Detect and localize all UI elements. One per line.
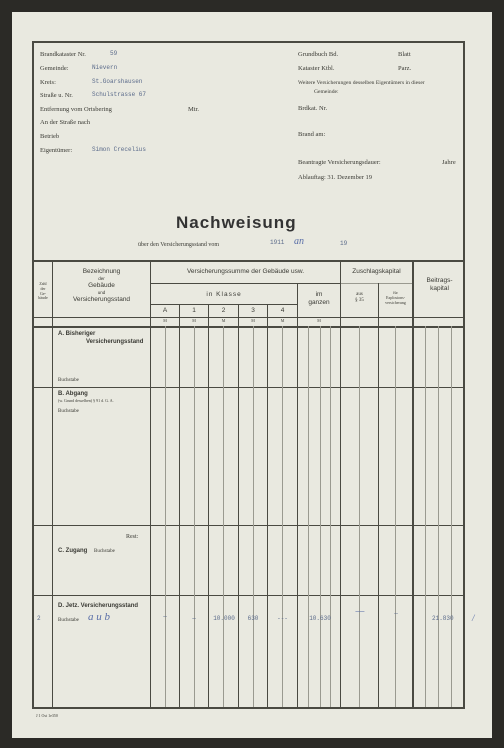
kreis-label: Kreis: <box>40 79 56 86</box>
eigentuemer-label: Eigentümer: <box>40 147 73 154</box>
col-zuschlag-sub2: für Explosions- versicherung <box>385 290 406 305</box>
col-beitrag-header: Beitrags- kapital <box>426 277 453 293</box>
grundbuch-label: Grundbuch Bd. <box>298 51 339 58</box>
ablauftag-label: Ablauftag: 31. Dezember 19 <box>298 174 373 181</box>
subtitle-year: 1911 <box>270 239 285 246</box>
row-d-zuschlag-35: — <box>355 606 365 617</box>
entfernung-label: Entfernung vom Ortsbering <box>40 106 112 113</box>
row-d-buchstabe-handwriting: a u b <box>88 611 110 623</box>
row-d-zuschlag-explosion: — <box>394 610 398 617</box>
page-title: Nachweisung <box>176 213 297 232</box>
beantragte-label: Beantragte Versicherungsdauer: <box>298 159 381 166</box>
gemeinde-label: Gemeinde: <box>40 65 69 72</box>
col-in-klasse-header: in Klasse <box>206 291 242 298</box>
row-d-klasse-4: --- <box>277 615 288 622</box>
subtitle-suffix: 19 <box>340 240 348 247</box>
row-d-klasse-a: — <box>163 613 167 620</box>
col-zahl-header: Zahl der Ge- bäude <box>38 281 48 301</box>
section-c-buchstabe: Buchstabe <box>94 549 115 554</box>
col-zuschlag-sub1: aus § 35 <box>355 292 364 303</box>
col-klasse-1: 1 <box>192 307 196 314</box>
section-a-label: A. Bisheriger Versicherungsstand <box>58 331 144 345</box>
col-klasse-2: 2 <box>221 307 226 314</box>
betrieb-label: Betrieb <box>40 133 60 140</box>
unit-4: M <box>280 318 285 323</box>
brandkataster-value: 59 <box>110 50 118 57</box>
unit-2: M <box>221 318 226 323</box>
rest-label: Rest: <box>126 534 139 540</box>
unit-3: M <box>251 318 255 323</box>
col-bezeichnung-header: Bezeichnung der Gebäude und Versicherungsstand <box>72 268 131 303</box>
entfernung-unit: Mtr. <box>188 106 200 113</box>
unit-1: M <box>192 318 196 323</box>
an-der-strasse-label: An der Straße nach <box>40 119 90 126</box>
jahre-label: Jahre <box>442 159 456 166</box>
kreis-value: St.Goarshausen <box>92 78 143 85</box>
brdkat-label: Brdkat. Nr. <box>298 105 328 112</box>
section-d-label: D. Jetz. Versicherungsstand <box>58 603 139 609</box>
row-d-klasse-2: 10.000 <box>213 615 235 622</box>
weitere-line2: Gemeinde: <box>314 89 339 95</box>
brand-am-label: Brand am: <box>298 131 326 138</box>
eigentuemer-value: Simon Crecelius <box>92 146 147 153</box>
col-klasse-3: 3 <box>251 307 255 314</box>
footer-note: J 1 Ost 1e350 <box>36 713 58 718</box>
col-zuschlag-header: Zuschlagskapital <box>352 268 401 275</box>
strasse-label: Straße u. Nr. <box>40 92 73 99</box>
section-b-sub: (w. Grund desselben) § 91 d. G. A. <box>58 398 114 403</box>
row-d-beitrag: 21.830 <box>432 615 454 622</box>
kataster-label: Kataster Ktbl. <box>298 65 335 72</box>
section-a-buchstabe: Buchstabe <box>58 378 79 383</box>
section-b-label: B. Abgang <box>58 391 88 397</box>
section-d-buchstabe: Buchstabe <box>58 618 79 623</box>
col-klasse-4: 4 <box>280 307 285 314</box>
blatt-label: Blatt <box>398 51 411 58</box>
row-d-klasse-1: — <box>192 615 196 622</box>
subtitle-handwriting: an <box>294 236 304 247</box>
section-b-buchstabe: Buchstabe <box>58 409 79 414</box>
gemeinde-value: Nievern <box>92 64 118 71</box>
row-d-im-ganzen: 10.630 <box>309 615 331 622</box>
row-d-klasse-3: 630 <box>247 615 259 622</box>
parz-label: Parz. <box>398 65 412 72</box>
margin-stroke: / <box>472 613 475 623</box>
subtitle: über den Versicherungsstand vom <box>138 242 220 248</box>
strasse-value: Schulstrasse 67 <box>92 91 147 98</box>
brandkataster-label: Brandkataster Nr. <box>40 51 86 58</box>
unit-ganzen: M <box>317 318 321 323</box>
col-summe-header: Versicherungssumme der Gebäude usw. <box>186 268 305 275</box>
row-d-zahl: 2 <box>37 615 41 622</box>
unit-a: M <box>163 318 167 323</box>
weitere-line1: Weitere Versicherungen desselben Eigentümers in dieser <box>298 80 425 86</box>
col-im-ganzen-header: im ganzen <box>308 291 330 307</box>
col-klasse-a: A <box>162 307 168 314</box>
section-c-label: C. Zugang <box>58 548 88 554</box>
